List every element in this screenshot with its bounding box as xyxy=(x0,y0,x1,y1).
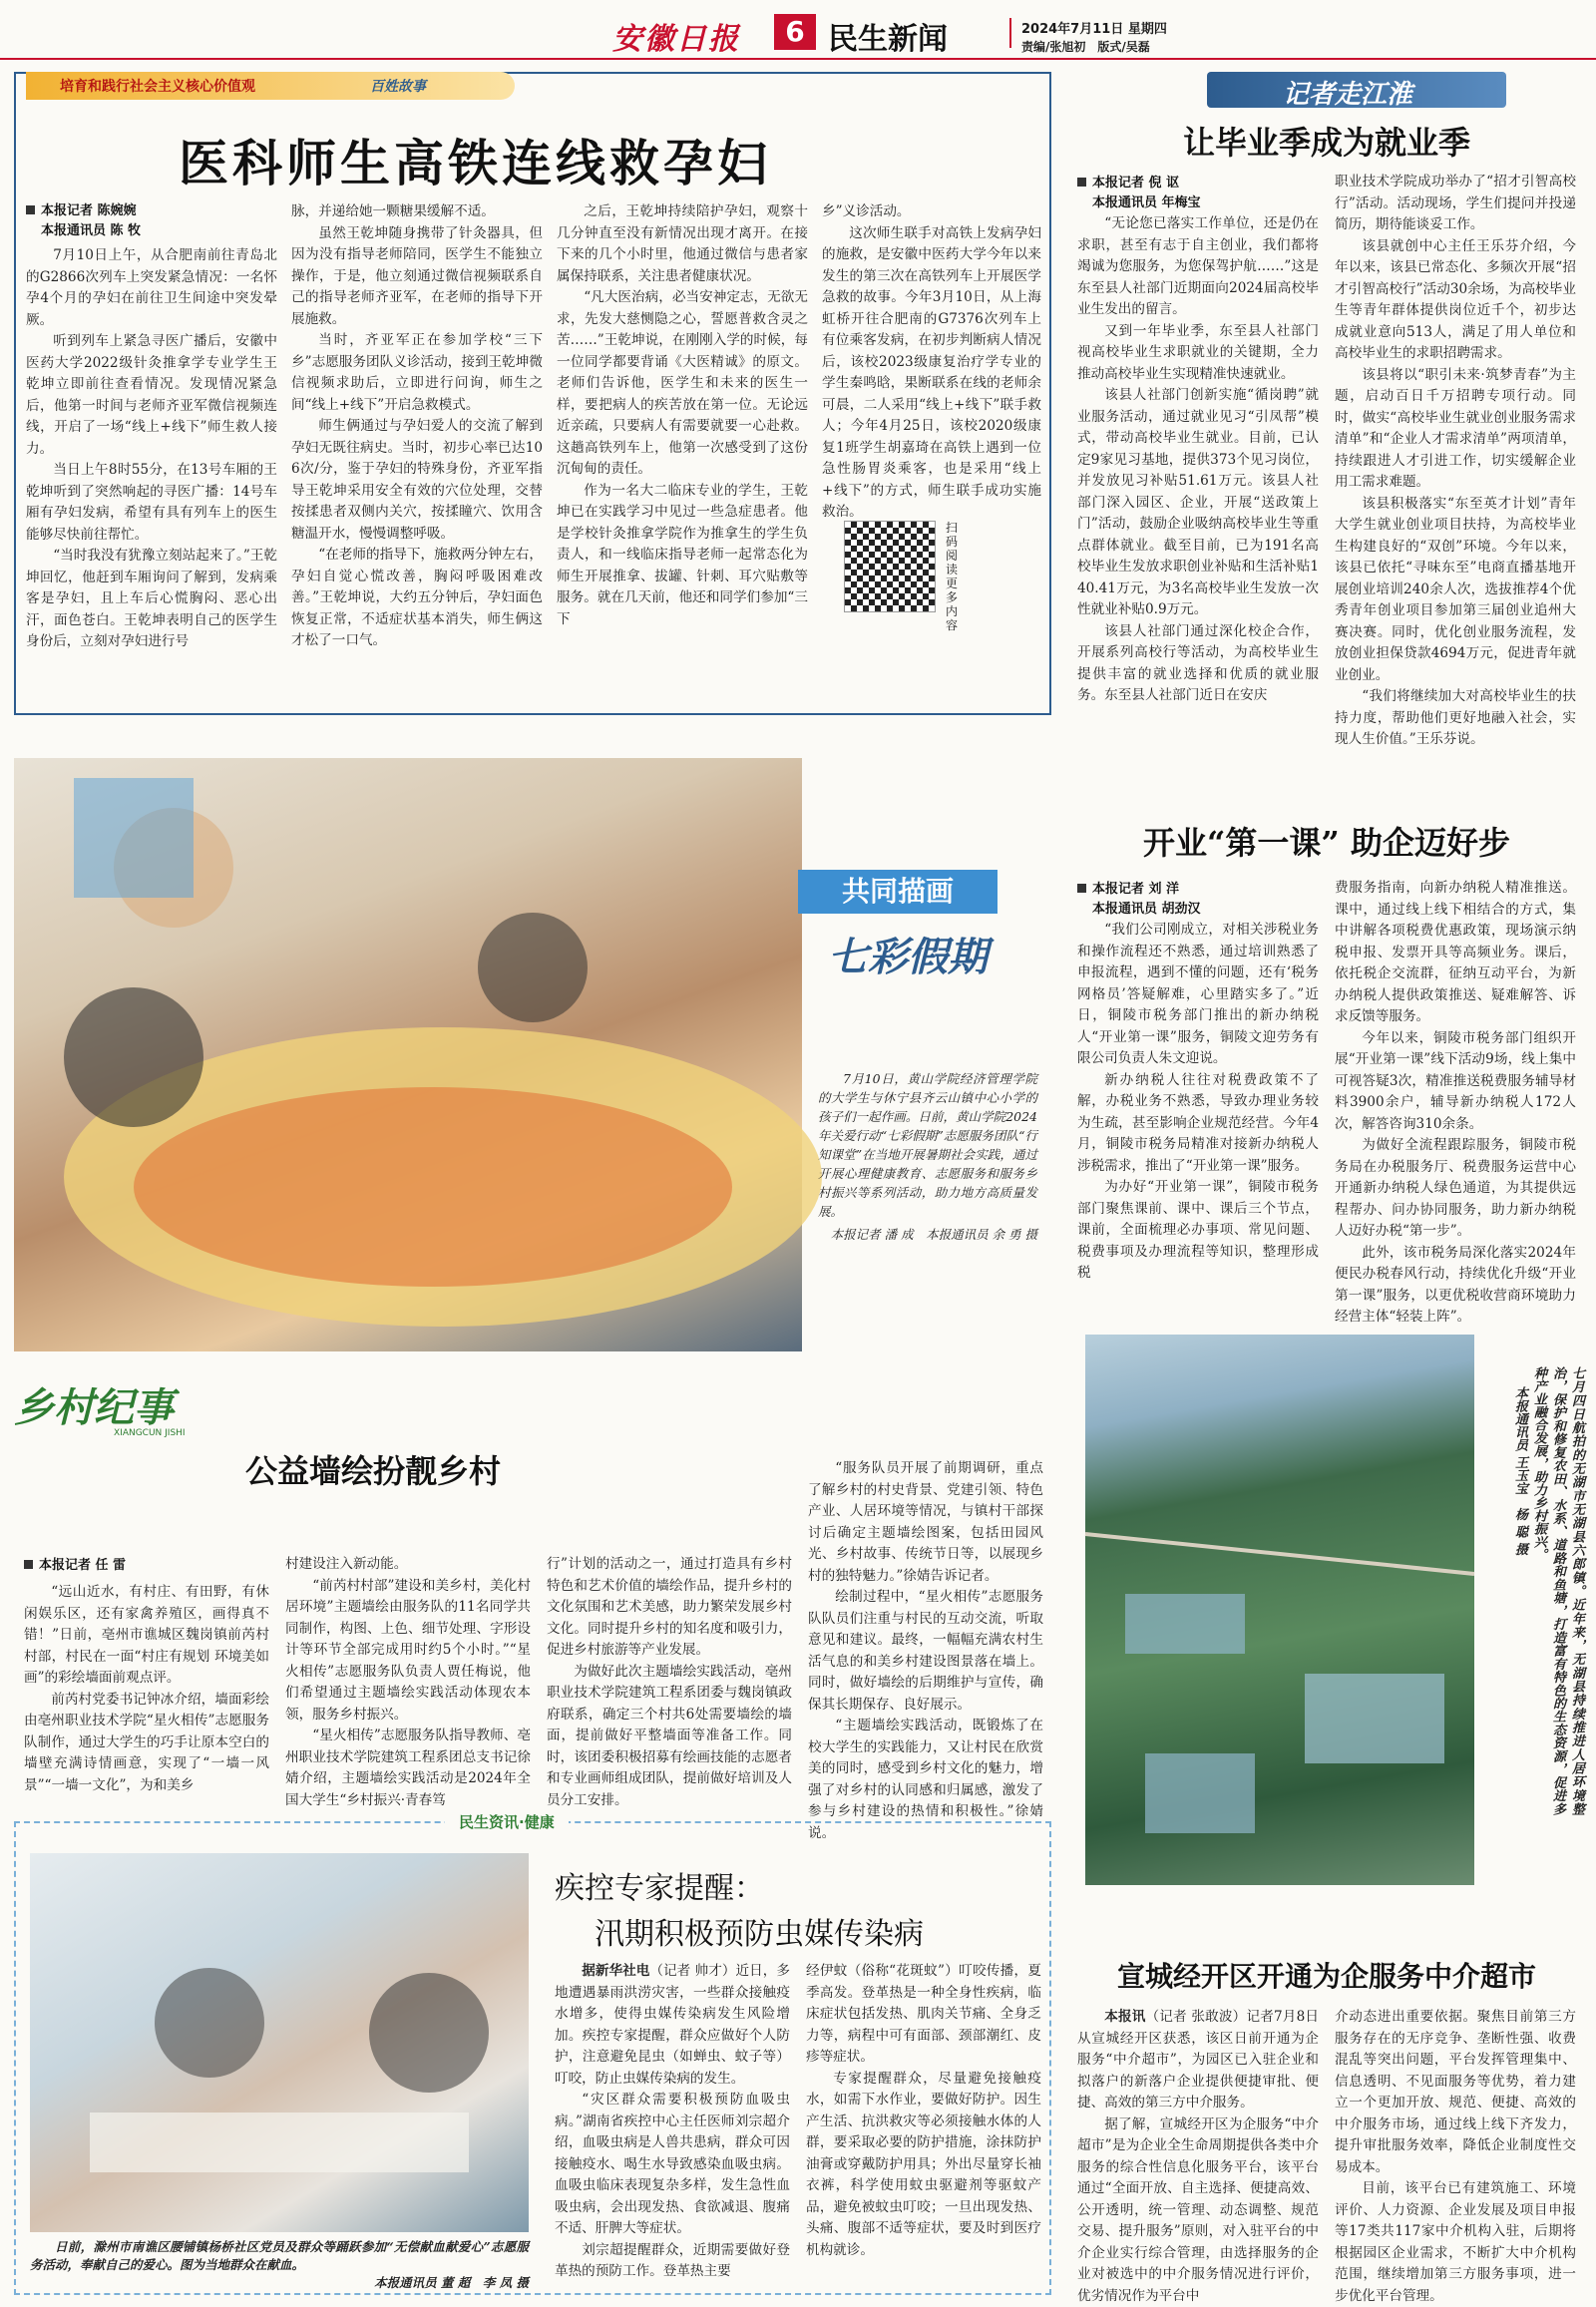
masthead-rule xyxy=(0,58,1596,60)
reporter-badge xyxy=(1207,72,1506,108)
article-employment xyxy=(1067,72,1586,747)
col-2: 经伊蚊（俗称“花斑蚊”）叮咬传播，夏季高发。登革热是一种全身性疾病，临床症状包括发热、肌肉关节痛、全身乏力等，病程中可有面部、颈部潮红、皮疹等症状。 专家提醒群众，尽量避免接触疫水，如需下水作业，要做好防护。因生产生活、抗洪救灾等必须接触水体的人群，要采取必要的防护措施，涂抹防护油膏或穿戴防护用具；外出尽量穿长袖衣裤，科学使用蚊虫驱避剂等驱蚊产品，避免被蚊虫叮咬；一旦出现发热、头痛、腹部不适等症状，要及时到医疗机构就诊。 xyxy=(806,1963,1041,2258)
photo-painting xyxy=(14,758,802,1351)
page-number: 6 xyxy=(774,14,816,50)
byline: 本报记者 倪 讴 本报通讯员 年梅宝 xyxy=(1077,174,1201,213)
kicker-bar xyxy=(26,72,515,100)
kicker-sub: 百姓故事 xyxy=(370,79,426,95)
col-1: 据新华社电（记者 帅才）近日，多地遭遇暴雨洪涝灾害，一些群众接触疫水增多，使得虫媒传染病发生风险增加。疾控专家提醒，群众应做好个人防护，注意避免昆虫（如蝉虫、蚊子等）叮咬，防止虫媒传染病的发生。 “灾区群众需要积极预防血吸虫病。”湖南省疾控中心主任医师刘宗超介绍，血吸虫病是人兽共患病，群众可因接触疫水、喝生水导致感染血吸虫病。血吸虫临床表现复杂多样，发生急性血吸虫病，会出现发热、食欲减退、腹痛不适、肝脾大等症状。 刘宗超提醒群众，近期需要做好登革热的预防工作。登革热主要 xyxy=(555,1963,791,2279)
qr-label: 扫码阅读更多内容 xyxy=(946,521,959,632)
col-1: 7月10日上午，从合肥南前往青岛北的G2866次列车上突发紧急情况：一名怀孕4个月的孕妇在前往卫生间途中突发晕厥。 听到列车上紧急寻医广播后，安徽中医药大学2022级针灸推拿学专业学生王乾坤立即前往查看情况。发现情况紧急后，他第一时间与老师齐亚军微信视频连线，开启了一场“线上+线下”师生救人接力。 当日上午8时55分，在13号车厢的王乾坤听到了突然响起的寻医广播：14号车厢有孕妇发病，希望有具有列车上的医生能够尽快前往帮忙。 “当时我没有犹豫立刻站起来了。”王乾坤回忆，他赶到车厢询问了解到，发病乘客是孕妇，且上车后心慌胸闷、恶心出汗，面色苍白。王乾坤表明自己的医学生身份后，立刻对孕妇进行号 xyxy=(26,247,277,649)
headline: 让毕业季成为就业季 xyxy=(1182,124,1470,162)
col-2: 职业技术学院成功举办了“招才引智高校行”活动。活动现场，学生们提问并投递简历，期待能谈妥工作。 该县就创中心主任王乐芬介绍，今年以来，该县已常态化、多频次开展“招才引智高校行”活动30余场，为高校毕业生等青年群体提供岗位近千个，初步达成就业意向513人，满足了用人单位和高校毕业生的求职招聘需求。 该县将以“职引未来·筑梦青春”为主题，启动百日千万招聘专项行动。同时，做实“高校毕业生就业创业服务需求清单”和“企业人才需求清单”两项清单，持续跟进人才引进工作，切实缓解企业用工需求难题。 该县积极落实“东至英才计划”青年大学生就业创业项目扶持，为高校毕业生构建良好的“双创”环境。今年以来，该县已依托“寻味东至”电商直播基地开展创业培训240余人次，选拔推荐4个优秀青年创业项目参加第三届创业追州大赛决赛。同时，优化创业服务流程，发放创业担保贷款4694万元，促进青年就业创业。 “我们将继续加大对高校毕业生的扶持力度，帮助他们更好地融入社会，实现人生价值。”王乐芬说。 xyxy=(1335,174,1576,747)
paper-logo: 安徽日报 xyxy=(612,22,740,57)
aerial-illustration xyxy=(1085,1335,1474,1885)
editors: 责编/张旭初 版式/吴磊 xyxy=(1021,40,1150,54)
col-1: 本报讯（记者 张敢波）记者7月8日从宣城经开区获悉，该区日前开通为企服务“中介超市”，为园区已入驻企业和拟落户的新落户企业提供便捷审批、便捷、高效的第三方中介服务。 据了解，宣城经开区为企服务“中介超市”是为企业全生命周期提供各类中介服务的综合性信息化服务平台，该平台通过“全面开放、自主选择、便捷高效、公开透明，统一管理、动态调整、规范交易、提升服务”原则，对入驻平台的中介企业实行综合管理，由选择服务的企业对被选中的中介服务情况进行评价，优劣情况作为平台中 xyxy=(1077,2009,1320,2304)
col-3: 之后，王乾坤持续陪护孕妇，观察十几分钟直至没有新情况出现才离开。在接下来的几个小时里，他通过微信与患者家属保持联系，关注患者健康状况。 “凡大医治病，必当安神定志，无欲无求，先发大慈恻隐之心，誓愿普救含灵之苦……”王乾坤说，在刚刚入学的时候，每一位同学都要背诵《大医精诚》的原文。老师们告诉他，医学生和未来的医生一样，要把病人的疾苦放在第一位。无论远近亲疏，只要病人有需要就要一心赴救。这趟高铁列车上，他第一次感受到了这份沉甸甸的责任。 作为一名大二临床专业的学生，王乾坤已在实践学习中见过一些急症患者。他是学校针灸推拿学院作为推拿生的学生负责人，和一线临床指导老师一起常态化为师生开展推拿、拔罐、针刺、耳穴贴敷等服务。就在几天前，他还和同学们参加“三下 xyxy=(557,203,808,627)
qr-code[interactable] xyxy=(844,521,936,612)
reporter-badge-text: 记者走江淮 xyxy=(1283,80,1413,110)
aerial-caption: 七月四日航拍的无湖市无湖县六郎镇。近年来，无湖县持续推进人居环境整治，保护和修复农田、水系、道路和鱼塘，打造富有特色的生态资源，促进多种产业融合发展，助力乡村振兴。 本报通讯员 王玉宝 杨 聪 摄 xyxy=(1512,1366,1584,1815)
byline: 本报记者 刘 洋 本报通讯员 胡劲汉 xyxy=(1077,880,1201,920)
col-2: 村建设注入新动能。 “前芮村村部”建设和美乡村，美化村居环境”主题墙绘由服务队的11名同学共同制作，构图、上色、细节处理、字形设计等环节全部完成用时约5个小时。”“星火相传”志愿服务队负责人贾任梅说，他们希望通过主题墙绘实践活动体现农本领，服务乡村振兴。 “星火相传”志愿服务队指导教师、亳州职业技术学院建筑工程系团总支书记徐婧介绍，主题墙绘实践活动是2024年全国大学生“乡村振兴·青春笃 xyxy=(285,1556,531,1808)
article-agency xyxy=(1067,1955,1586,2304)
article-health xyxy=(14,1813,1051,2295)
masthead-divider xyxy=(1009,18,1011,48)
col-1: “我们公司刚成立，对相关涉税业务和操作流程还不熟悉，通过培训熟悉了申报流程，遇到不懂的问题，还有‘税务网格员’答疑解难，心里踏实多了。”近日，铜陵市税务部门推出的新办纳税人“开业第一课”服务，铜陵文迎劳务有限公司负责人朱文迎说。 新办纳税人往往对税费政策不了解，办税业务不熟悉，导致办理业务较为生疏，甚至影响企业规范经营。今年4月，铜陵市税务局精准对接新办纳税人涉税需求，推出了“开业第一课”服务。 为办好“开业第一课”，铜陵市税务部门聚焦课前、课中、课后三个节点，课前，全面梳理必办事项、常见问题、税费事项及办理流程等知识，整理形成税 xyxy=(1077,922,1319,1281)
headline: 开业“第一课” 助企迈好步 xyxy=(1143,824,1510,862)
headline-1: 疾控专家提醒： xyxy=(555,1871,764,1906)
headline: 公益墙绘扮靓乡村 xyxy=(244,1452,501,1490)
photo-caption: 7月10日，黄山学院经济管理学院的大学生与休宁县齐云山镇中心小学的孩子们一起作画。日前，黄山学院2024年关爱行动“七彩假期”志愿服务团队“行知课堂”在当地开展暑期社会实践，通过开展心理健康教育、志愿服务和服务乡村振兴等系列活动，助力地方高质量发展。 本报记者 潘 成 本报通讯员 余 勇 摄 xyxy=(818,1071,1037,1242)
article-tax xyxy=(1067,818,1586,1325)
painting-illustration xyxy=(14,758,802,1351)
photo-aerial xyxy=(1085,1335,1474,1885)
issue-date: 2024年7月11日 星期四 xyxy=(1021,22,1167,37)
section-title: 民生新闻 xyxy=(828,22,948,57)
health-band: 民生资讯·健康 xyxy=(445,1811,569,1832)
col-3: 行”计划的活动之一，通过打造具有乡村特色和艺术价值的墙绘作品，提升乡村的文化氛围和艺术美感，助力繁荣发展乡村文化。同时提升乡村的知名度和吸引力，促进乡村旅游等产业发展。 为做好此次主题墙绘实践活动，亳州职业技术学院建筑工程系团委与魏岗镇政府联系，确定三个村共6处需要墙绘的墙面，提前做好平整墙面等准备工作。同时，该团委积极招募有绘画技能的志愿者和专业画师组成团队，提前做好培训及人员分工安排。 xyxy=(547,1556,792,1808)
kicker-text: 培育和践行社会主义核心价值观 xyxy=(60,79,255,95)
byline: 本报记者 陈婉婉 本报通讯员 陈 牧 xyxy=(26,201,225,241)
headline: 医科师生高铁连线救孕妇 xyxy=(179,134,771,192)
byline: 本报记者 任 雷 xyxy=(24,1556,126,1576)
article-rescue xyxy=(14,72,1051,715)
donation-caption: 日前，滁州市南谯区腰铺镇杨桥社区党员及群众等踊跃参加“无偿献血献爱心”志愿服务活动，奉献自己的爱心。图为当地群众在献血。 本报通讯员 董 超 李 凤 摄 xyxy=(30,2239,529,2290)
donation-illustration xyxy=(30,1853,529,2232)
photo-blood-donation xyxy=(30,1853,529,2232)
masthead xyxy=(0,0,1596,60)
col-4: “服务队员开展了前期调研，重点了解乡村的村史背景、党建引领、特色产业、人居环境等情况，与镇村干部探讨后确定主题墙绘图案，包括田园风光、乡村故事、传统节日等，以展现乡村的独特魅力。”徐婧告诉记者。 绘制过程中，“星火相传”志愿服务队队员们注重与村民的互动交流，听取意见和建议。最终，一幅幅充满农村生活气息的和美乡村建设图景落在墙上。同时，做好墙绘的后期维护与宣传，确保其长期保存、良好展示。 “主题墙绘实践活动，既锻炼了在校大学生的实践能力，又让村民在欣赏美的同时，感受到乡村文化的魅力，增强了对乡村的认同感和归属感，激发了参与乡村建设的热情和积极性。”徐婧说。 xyxy=(808,1460,1043,1841)
col-2: 费服务指南，向新办纳税人精准推送。课中，通过线上线下相结合的方式，集中讲解各项税费优惠政策，现场演示纳税申报、发票开具等高频业务。课后，依托税企交流群，征纳互动平台，为新办纳税人提供政策推送、疑难解答、诉求反馈等服务。 今年以来，铜陵市税务部门组织开展“开业第一课”线下活动9场，线上集中可视答疑3次，精准推送税费服务辅导材料3900余户，辅导新办纳税人172人次，解答咨询310余条。 为做好全流程跟踪服务，铜陵市税务局在办税服务厅、税费服务运营中心开通新办纳税人绿色通道，为其提供远程帮办、问办协同服务，助力新办纳税人迈好办税“第一步”。 此外，该市税务局深化落实2024年便民办税春风行动，持续优化升级“开业第一课”服务，以更优税收营商环境助力经营主体“轻装上阵”。 xyxy=(1335,880,1576,1325)
headline-2: 汛期积极预防虫媒传染病 xyxy=(595,1917,924,1952)
col-4: 乡”义诊活动。 这次师生联手对高铁上发病孕妇的施救，是安徽中医药大学今年以来发生的第三次在高铁列车上开展医学急救的故事。今年3月10日，从上海虹桥开往合肥南的G7376次列车上有位乘客发病，在初步判断病人情况后，该校2023级康复治疗学专业的学生秦鸣晗，果断联系在线的老师余可晨，二人采用“线上+线下”联手救人；今年4月25日，该校2020级康复1班学生胡嘉琦在高铁上遇到一位急性肠胃炎乘客，也是采用“线上+线下”的方式，师生联手成功实施救治。 xyxy=(822,203,1041,520)
section-logo: 乡村纪事 xyxy=(14,1384,174,1431)
headline: 宣城经开区开通为企服务中介超市 xyxy=(1116,1960,1536,1993)
photo-tag-2: 七彩假期 xyxy=(828,934,988,980)
photo-tag-1: 共同描画 xyxy=(798,870,998,914)
section-logo-sub: XIANGCUN JISHI xyxy=(114,1428,186,1438)
col-1: “远山近水，有村庄、有田野，有休闲娱乐区，还有家禽养殖区，画得真不错！”日前，亳州市谯城区魏岗镇前芮村村部，村民在一面“村庄有规划 环境美如画”的彩绘墙面前观点评。 前芮村党委书记钟冰介绍，墙面彩绘由亳州职业技术学院“星火相传”志愿服务队制作，通过大学生的巧手让原本空白的墙壁充满诗情画意，实现了“一墙一风景”“一墙一文化”，为和美乡 xyxy=(24,1584,269,1793)
col-2: 脉，并递给她一颗糖果缓解不适。 虽然王乾坤随身携带了针灸器具，但因为没有指导老师陪同，医学生不能独立操作，于是，他立刻通过微信视频联系自己的指导老师齐亚军，在老师的指导下开展施救。 当时，齐亚军正在参加学校“三下乡”志愿服务团队义诊活动，接到王乾坤微信视频求助后，立即进行问询，师生之间“线上+线下”开启急救模式。 师生俩通过与孕妇爱人的交流了解到孕妇无既往病史。当时，初步心率已达106次/分，鉴于孕妇的特殊身份，齐亚军指导王乾坤采用安全有效的穴位处理，交替按揉患者双侧内关穴，按揉瞳穴、饮用含糖温开水，慢慢调整呼吸。 “在老师的指导下，施救两分钟左右，孕妇自觉心慌改善，胸闷呼吸困难改善。”王乾坤说，大约五分钟后，孕妇面色恢复正常，不适症状基本消失，师生俩这才松了一口气。 xyxy=(291,203,543,648)
col-2: 介动态进出重要依据。聚焦目前第三方服务存在的无序竞争、垄断性强、收费混乱等突出问题，平台发挥管理集中、信息透明、不见面服务等优势，着力建立一个更加开放、规范、便捷、高效的中介服务市场，通过线上线下齐发力，提升审批服务效率，降低企业制度性交易成本。 目前，该平台已有建筑施工、环境评价、人力资源、企业发展及项目申报等17类共117家中介机构入驻，后期将根据园区企业需求，不断扩大中介机构范围，继续增加第三方服务事项，进一步优化平台管理。 xyxy=(1335,2009,1576,2304)
col-1: “无论您已落实工作单位，还是仍在求职，甚至有志于自主创业，我们都将竭诚为您服务，为您保驾护航……”这是东至县人社部门近期面向2024届高校毕业生发出的留言。 又到一年毕业季，东至县人社部门视高校毕业生求职就业的关键期，全力推动高校毕业生实现精准快速就业。 该县人社部门创新实施“循岗聘”就业服务活动，通过就业见习“引凤帮”模式，带动高校毕业生就业。目前，已认定9家见习基地，提供373个见习岗位，并发放见习补贴51.61万元。该县人社部门深入园区、企业，开展“送政策上门”活动，鼓励企业吸纳高校毕业生等重点群体就业。截至目前，已为191名高校毕业生发放求职创业补贴和生活补贴140.41万元，为3名高校毕业生发放一次性就业补贴0.9万元。 该县人社部门通过深化校企合作，开展系列高校行等活动，为高校毕业生提供丰富的就业选择和优质的就业服务。东至县人社部门近日在安庆 xyxy=(1077,215,1319,703)
